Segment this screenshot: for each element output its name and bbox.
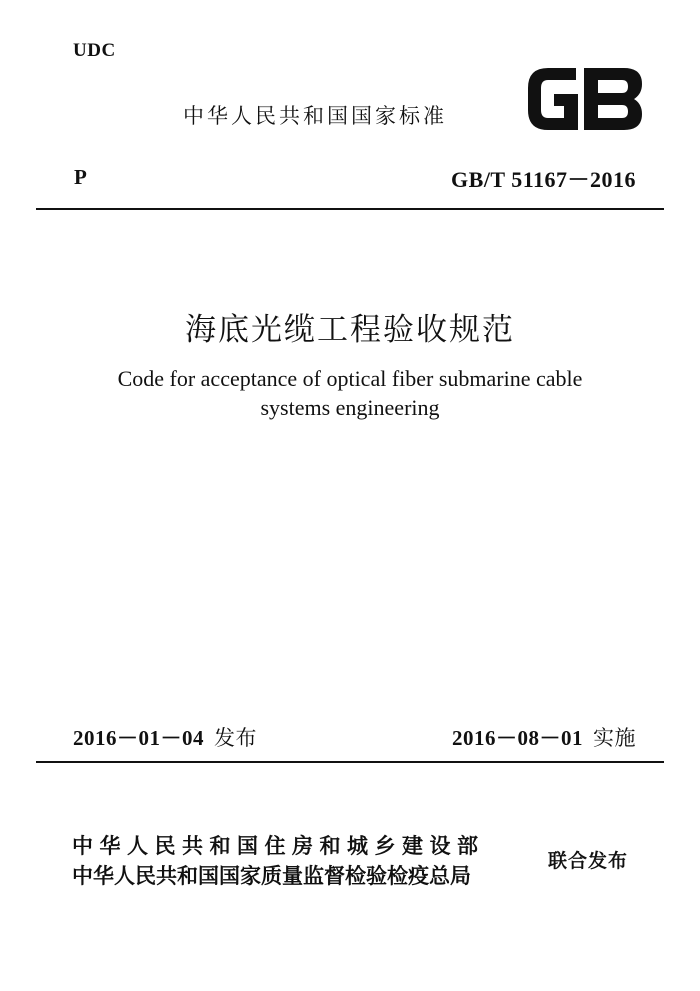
implementation-date: 2016－08－01	[452, 726, 583, 750]
issue-date: 2016－01－04	[73, 726, 204, 750]
top-divider	[36, 208, 664, 210]
issue-label: 发布	[214, 726, 257, 750]
title-english-line-1: Code for acceptance of optical fiber submarine cable	[117, 366, 583, 391]
standard-type-title: 中华人民共和国国家标准	[183, 104, 447, 128]
implementation-label: 实施	[593, 726, 636, 750]
bottom-divider	[36, 761, 664, 763]
issue-date-block	[73, 722, 257, 752]
implementation-date-block	[452, 722, 636, 752]
category-code: P	[74, 165, 87, 189]
joint-publish-label: 联合发布	[548, 850, 629, 872]
publisher-line-2: 中华人民共和国国家质量监督检验检疫总局	[72, 864, 471, 888]
standard-number: GB/T 51167－2016	[451, 167, 636, 192]
title-chinese: 海底光缆工程验收规范	[185, 312, 515, 348]
gb-logo	[524, 64, 646, 134]
udc-label: UDC	[73, 40, 116, 61]
gb-logo-g-shape	[528, 68, 578, 130]
title-english	[60, 364, 640, 422]
gb-logo-b-shape	[584, 68, 642, 130]
publisher-line-1: 中华人民共和国住房和城乡建设部	[72, 834, 485, 858]
title-english-line-2: systems engineering	[260, 395, 440, 420]
